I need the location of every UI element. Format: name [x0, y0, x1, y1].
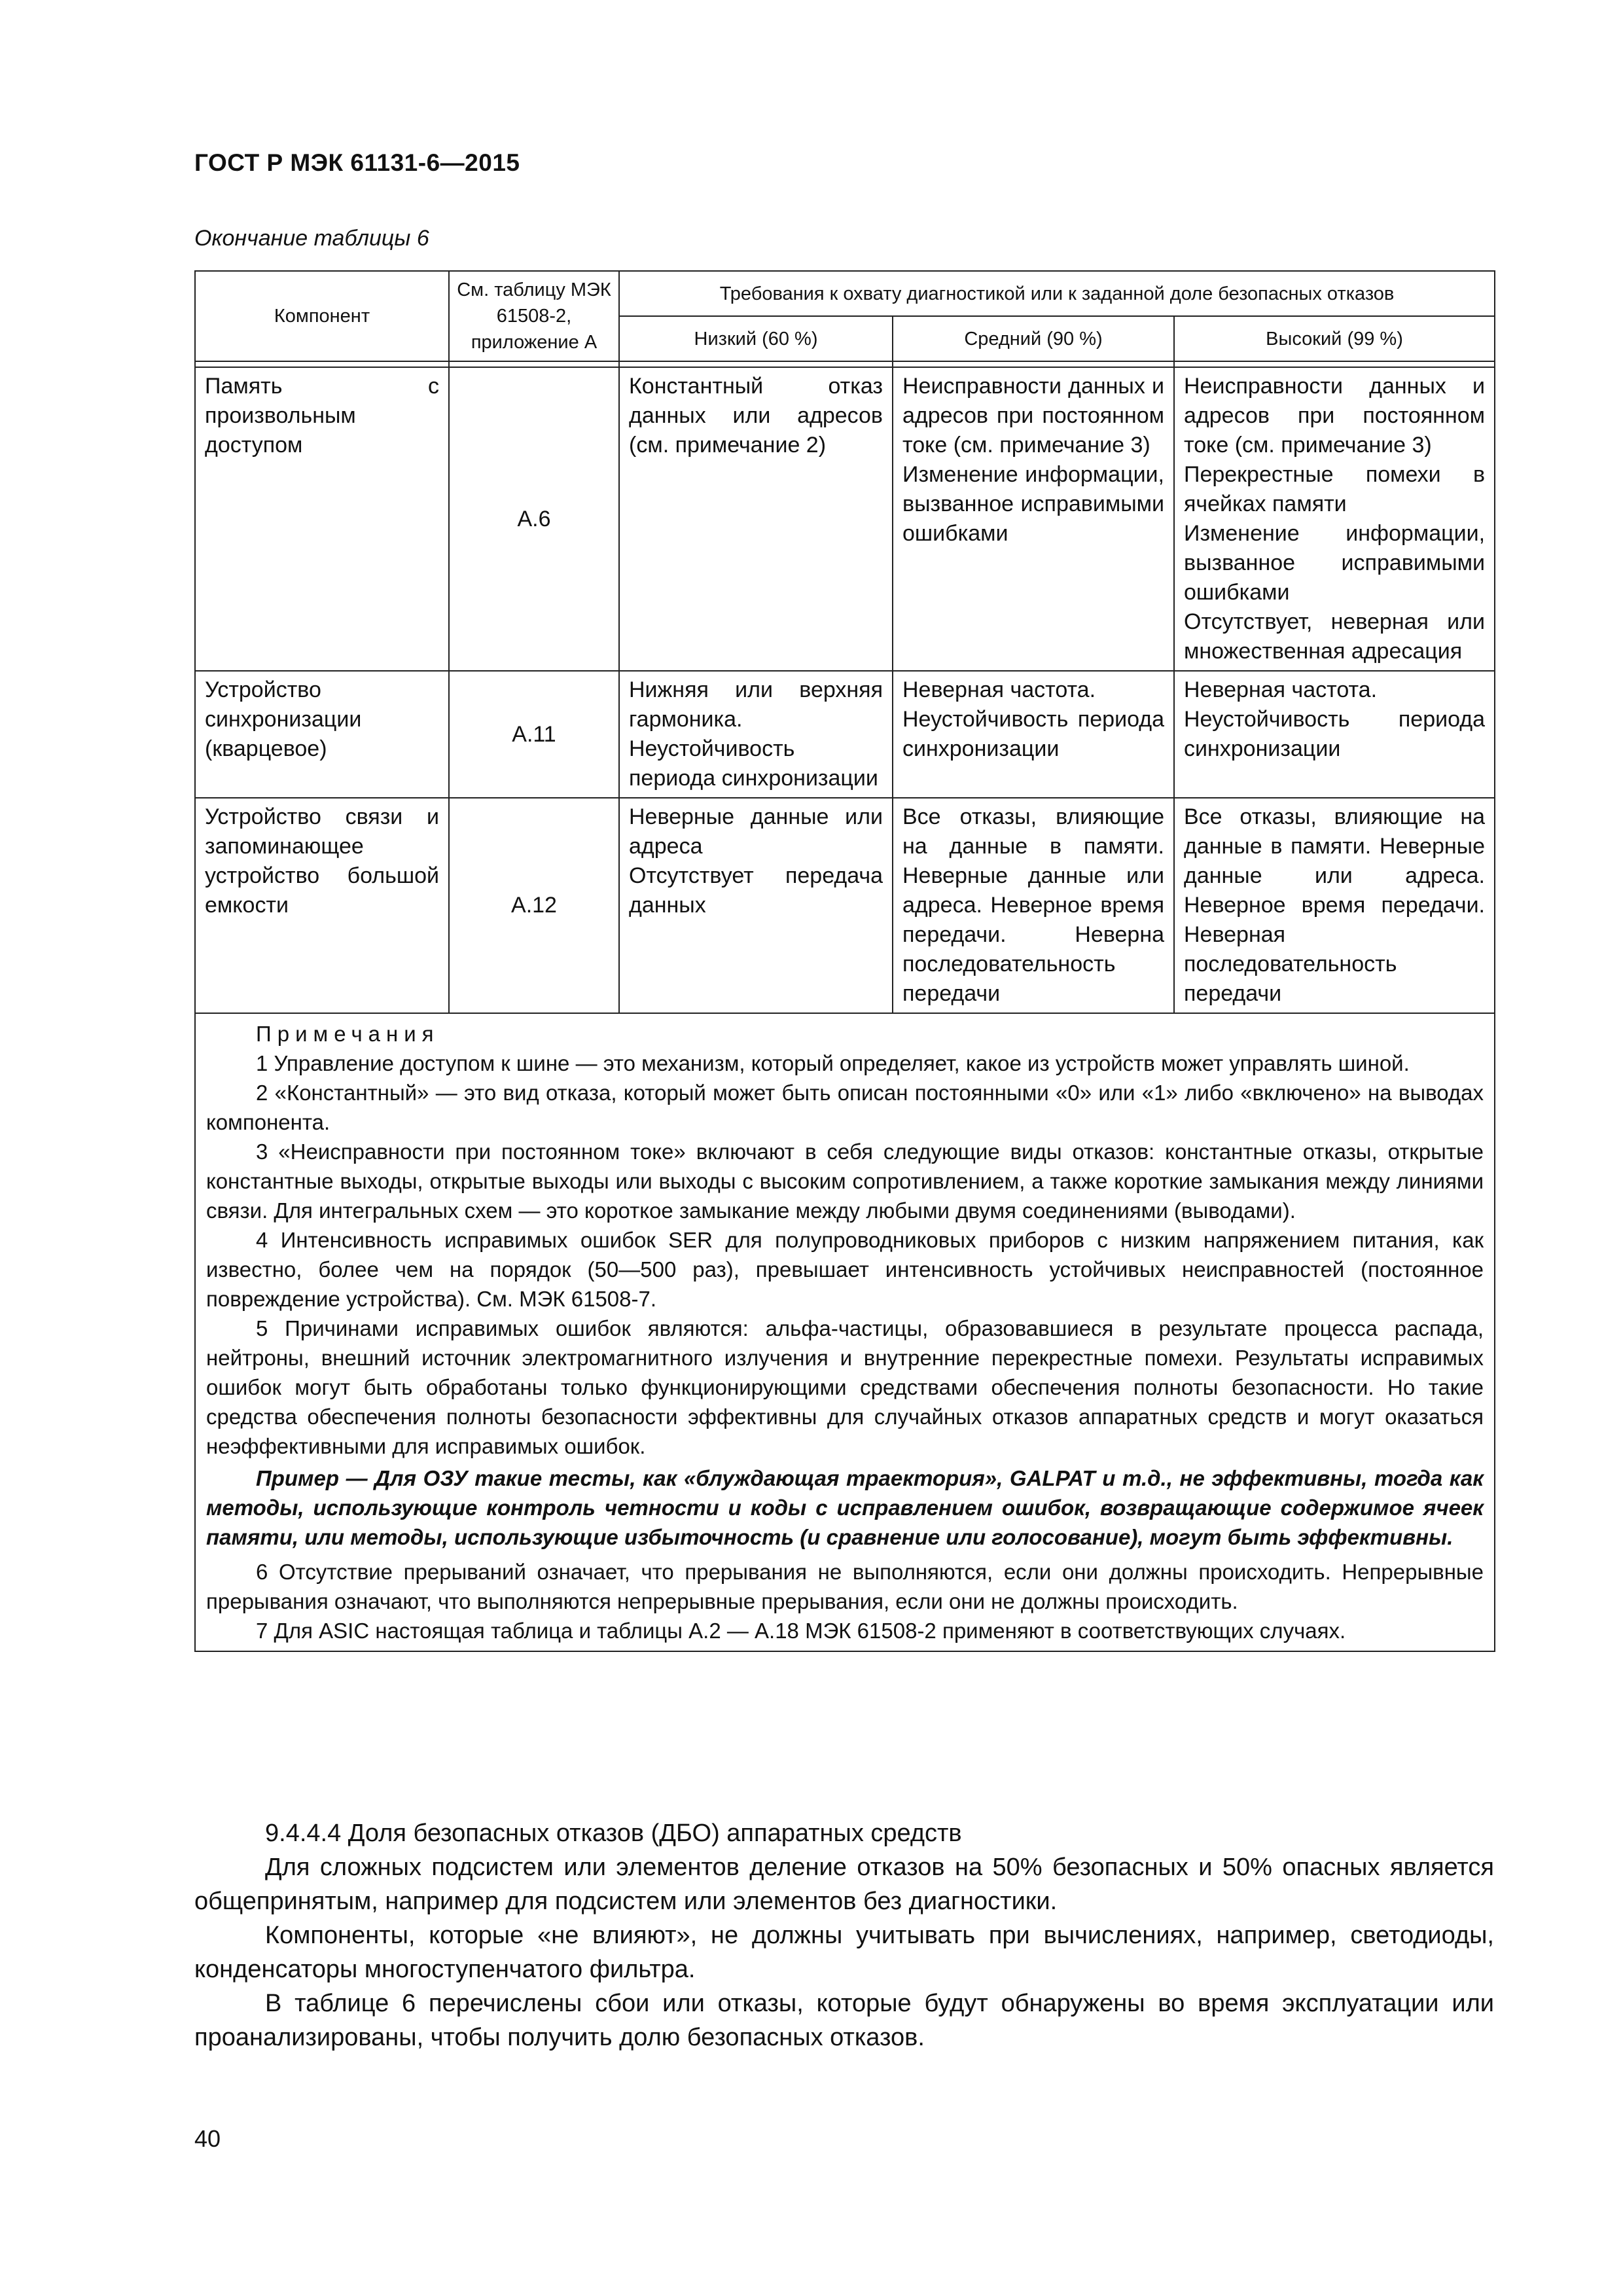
cell-line: Перекрестные помехи в ячейках памяти: [1184, 462, 1486, 516]
cell-reference: А.6: [449, 367, 619, 671]
header-requirements: Требования к охвату диагностикой или к заданной доле безопасных отказов: [619, 271, 1495, 316]
header-component: Компонент: [195, 271, 449, 361]
cell-line: Изменение информации, вызванное исправимыми ошибками: [902, 462, 1164, 546]
body-paragraph: В таблице 6 перечислены сбои или отказы, которые будут обнаружены во время эксплуатации или проанализированы, чтобы получить долю безопасных отказов.: [194, 1990, 1494, 2051]
table-row: [195, 798, 1495, 1013]
cell-low: Константный отказ данных или адресов (см. примечание 2): [619, 367, 893, 671]
cell-reference: А.11: [449, 671, 619, 798]
cell-line: Отсутствует, неверная или множественная адресация: [1184, 609, 1486, 664]
cell-low: Нижняя или верхняя гармоника. Неустойчивость периода синхронизации: [619, 671, 893, 798]
note-item: 1 Управление доступом к шине — это механизм, который определяет, какое из устройств может управлять шиной.: [256, 1051, 1410, 1075]
cell-medium: Все отказы, влияющие на данные в памяти. Неверные данные или адреса. Неверное время передачи. Неверна последовательность передачи: [893, 798, 1174, 1013]
note-item: 3 «Неисправности при постоянном токе» включают в себя следующие виды отказов: константные отказы, открытые константные выходы, открытые выходы или выходы с высоким сопротивлением, а также короткие замыкания между линиями связи. Для интегральных схем — это короткое замыкание между любыми двумя соединениями (выводами).: [206, 1139, 1484, 1223]
body-paragraph: Компоненты, которые «не влияют», не должны учитывать при вычислениях, например, светодиоды, конденсаторы многоступенчатого фильтра.: [194, 1922, 1494, 1983]
notes-title: Примечания: [256, 1022, 440, 1046]
header-medium: Средний (90 %): [893, 316, 1174, 361]
body-paragraph: Для сложных подсистем или элементов деление отказов на 50% безопасных и 50% опасных является общепринятым, например для подсистем или элементов без диагностики.: [194, 1854, 1494, 1915]
table-row: [195, 671, 1495, 798]
cell-line: Неверные данные или адреса: [629, 804, 883, 859]
header-separator: [195, 361, 1495, 367]
cell-line: Отсутствует передача данных: [629, 863, 883, 918]
cell-high: [1174, 367, 1495, 671]
cell-line: Неустойчивость периода синхронизации: [1184, 707, 1486, 761]
cell-line: Неверная частота.: [902, 677, 1096, 702]
note-item: 6 Отсутствие прерываний означает, что прерывания не выполняются, если они должны происходить. Непрерывные прерывания означают, что выполняются непрерывные прерывания, если они не должны происходить.: [206, 1560, 1484, 1613]
cell-line: Неисправности данных и адресов при постоянном токе (см. примечание 3): [1184, 374, 1486, 457]
note-item: 5 Причинами исправимых ошибок являются: альфа-частицы, образовавшиеся в результате процесса распада, нейтроны, внешний источник электромагнитного излучения и внутренние перекрестные помехи. Результаты исправимых ошибок могут быть обработаны только функционирующими средствами обеспечения полноты безопасности. Но такие средства обеспечения полноты безопасности эффективны для случайных отказов аппаратных средств и могут оказаться неэффективными для исправимых ошибок.: [206, 1316, 1484, 1458]
table-header-row: [195, 271, 1495, 316]
cell-low: [619, 798, 893, 1013]
cell-high: [1174, 671, 1495, 798]
notes-row: [195, 1013, 1495, 1651]
table-row: [195, 367, 1495, 671]
cell-reference: А.12: [449, 798, 619, 1013]
cell-medium: [893, 367, 1174, 671]
document-header: ГОСТ Р МЭК 61131-6—2015: [194, 149, 520, 176]
cell-high: Все отказы, влияющие на данные в памяти. Неверные данные или адреса. Неверное время передачи. Неверная последовательность передачи: [1174, 798, 1495, 1013]
note-item: 4 Интенсивность исправимых ошибок SER для полупроводниковых приборов с низким напряжением питания, как известно, более чем на порядок (50—500 раз), превышает интенсивность устойчивых неисправностей (постоянное повреждение устройства). См. МЭК 61508-7.: [206, 1228, 1484, 1311]
cell-medium: [893, 671, 1174, 798]
cell-line: Неустойчивость периода синхронизации: [902, 707, 1164, 761]
requirements-table: [194, 270, 1495, 1652]
cell-component: Память с произвольным доступом: [195, 367, 449, 671]
header-reference: См. таблицу МЭК 61508-2, приложение А: [449, 271, 619, 361]
note-item: 7 Для ASIC настоящая таблица и таблицы А.2 — А.18 МЭК 61508-2 применяют в соответствующих случаях.: [256, 1619, 1346, 1643]
section-title: 9.4.4.4 Доля безопасных отказов (ДБО) аппаратных средств: [265, 1820, 962, 1847]
cell-line: Неисправности данных и адресов при постоянном токе (см. примечание 3): [902, 374, 1164, 457]
body-text: [194, 1816, 1494, 2054]
cell-component: Устройство связи и запоминающее устройство большой емкости: [195, 798, 449, 1013]
page-number: 40: [194, 2125, 221, 2152]
note-example: Пример — Для ОЗУ такие тесты, как «блуждающая траектория», GALPAT и т.д., не эффективны, тогда как методы, использующие контроль четности и коды с исправлением ошибок, возвращающие содержимое ячеек памяти, или методы, использующие избыточность (и сравнение или голосование), могут быть эффективны.: [206, 1466, 1484, 1549]
cell-line: Изменение информации, вызванное исправимыми ошибками: [1184, 521, 1486, 605]
header-low: Низкий (60 %): [619, 316, 893, 361]
cell-component: Устройство синхронизации (кварцевое): [195, 671, 449, 798]
header-high: Высокий (99 %): [1174, 316, 1495, 361]
cell-line: Неверная частота.: [1184, 677, 1378, 702]
table-caption: Окончание таблицы 6: [194, 226, 429, 251]
notes-cell: [195, 1013, 1495, 1651]
note-item: 2 «Константный» — это вид отказа, который может быть описан постоянными «0» или «1» либо «включено» на выводах компонента.: [206, 1081, 1484, 1134]
